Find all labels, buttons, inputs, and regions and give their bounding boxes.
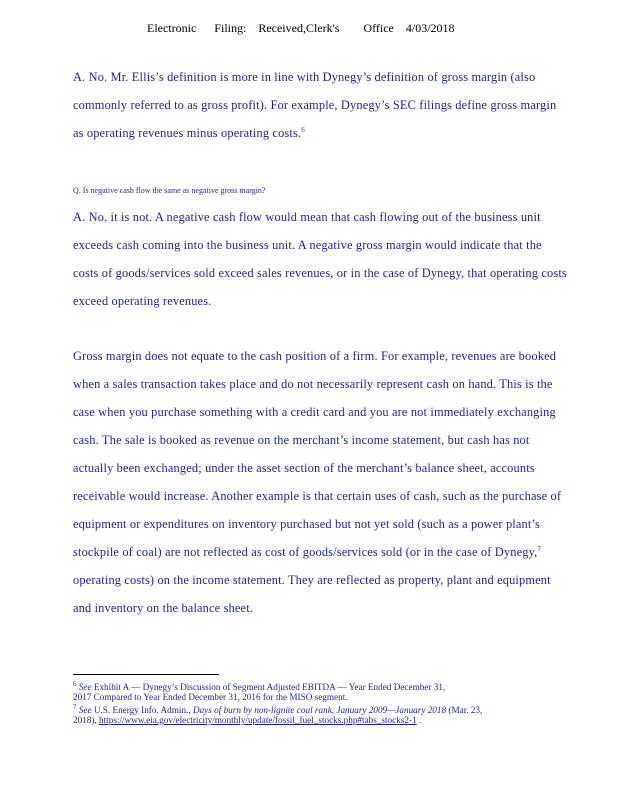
answer-line — [73, 126, 305, 141]
footnote-text: Exhibit A — Dynegy’s Discussion of Segment Adjusted EBITDA — Year Ended December 31, — [91, 682, 446, 693]
paragraph-line: actually been exchanged; under the asset section of the merchant’s balance sheet, accounts — [73, 461, 535, 475]
answer-line: commonly referred to as gross profit). For example, Dynegy’s SEC filings define gross margin — [73, 98, 557, 112]
footnote-end: . — [416, 715, 422, 725]
source-date: (Mar. 23, — [446, 705, 483, 716]
answer-line: exceed operating revenues. — [73, 294, 212, 308]
footnote-text: 2018), — [73, 715, 100, 725]
footnote-signal: See — [78, 705, 92, 716]
paragraph-line: operating costs) on the income statement. They are reflected as property, plant and equipment — [73, 573, 551, 587]
footnote-6-line2: 2017 Compared to Year Ended December 31, 2016 for the MISO segment. — [73, 692, 348, 702]
footnote-7-line2 — [73, 715, 421, 725]
footnote-text: U.S. Energy Info. Admin., — [91, 705, 193, 716]
paragraph-line: case when you purchase something with a credit card and you are not immediately exchanging — [73, 405, 556, 419]
footnote-6 — [73, 680, 445, 692]
footnote-7 — [73, 703, 482, 715]
source-title: Days of burn by non-lignite coal rank, January 2009—January 2018 — [192, 705, 447, 716]
paragraph-line: and inventory on the balance sheet. — [73, 601, 254, 615]
filing-header: Electronic Filing: Received,Clerk's Office 4/03/2018 — [147, 21, 455, 35]
paragraph-text: stockpile of coal) are not reflected as cost of goods/services sold (or in the case of Dynegy, — [73, 545, 538, 560]
question: Q. Is negative cash flow the same as negative gross margin? — [73, 186, 266, 195]
answer-line: exceeds cash coming into the business unit. A negative gross margin would indicate that the — [73, 238, 542, 252]
paragraph-line: Gross margin does not equate to the cash position of a firm. For example, revenues are booked — [73, 349, 557, 363]
paragraph-line: cash. The sale is booked as revenue on the merchant’s income statement, but cash has not — [73, 433, 530, 447]
answer-text: as operating revenues minus operating costs. — [73, 126, 302, 141]
source-url-link[interactable]: https://www.eia.gov/electricity/monthly/update/fossil_fuel_stocks.php#tabs_stocks2-1 — [99, 715, 417, 725]
footnote-number: 7 — [73, 703, 77, 711]
paragraph-line: equipment or expenditures on inventory purchased but not yet sold (such as a power plant’s — [73, 517, 541, 531]
paragraph-line: when a sales transaction takes place and do not necessarily represent cash on hand. This is the — [73, 377, 553, 391]
footnote-ref[interactable]: 6 — [301, 126, 305, 134]
answer-line: A. No. Mr. Ellis’s definition is more in line with Dynegy’s definition of gross margin (also — [73, 70, 536, 84]
footnote-signal: See — [78, 682, 92, 693]
answer-line: A. No, it is not. A negative cash flow would mean that cash flowing out of the business unit — [73, 210, 541, 224]
paragraph-line: receivable would increase. Another example is that certain uses of cash, such as the purchase of — [73, 489, 562, 503]
footnote-number: 6 — [73, 680, 77, 688]
footnote-divider — [73, 674, 219, 675]
answer-line: costs of goods/services sold exceed sales revenues, or in the case of Dynegy, that operating costs — [73, 266, 567, 280]
paragraph-line — [73, 545, 541, 560]
footnote-ref[interactable]: 7 — [537, 545, 542, 553]
